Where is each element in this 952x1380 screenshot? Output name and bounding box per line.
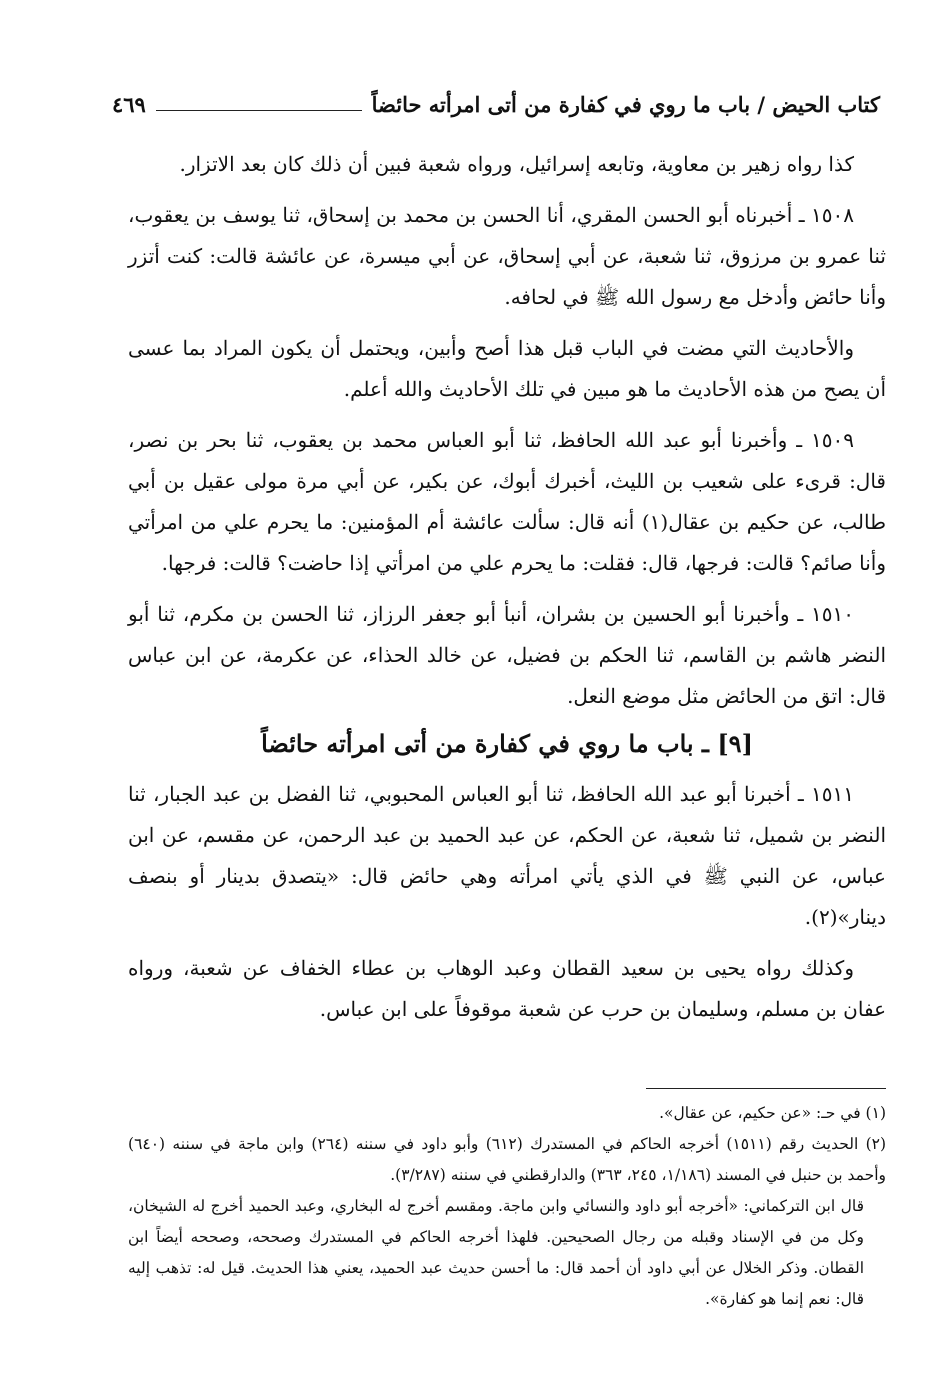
running-title: كتاب الحيض / باب ما روي في كفارة من أتى امرأته حائضاً bbox=[371, 92, 880, 117]
running-header bbox=[112, 92, 880, 117]
section-heading: [٩] ـ باب ما روي في كفارة من أتى امرأته حائضاً bbox=[261, 729, 753, 758]
main-text bbox=[128, 144, 886, 1040]
hadith-1509: ١٥٠٩ ـ وأخبرنا أبو عبد الله الحافظ، ثنا أبو العباس محمد بن يعقوب، ثنا بحر بن نصر، قال: قرىء على شعيب بن الليث، أخبرك أبوك، عن بكير، عن أبي مرة مولى عقيل بن أبي طالب، عن حكيم بن عقال(١) أنه قال: سألت عائشة أم المؤمنين: ما يحرم علي من امرأتي وأنا صائم؟ قالت: فرجها، قال: فقلت: ما يحرم علي من امرأتي إذا حاضت؟ قالت: فرجها. bbox=[128, 428, 887, 575]
page-number: ٤٦٩ bbox=[112, 92, 146, 117]
paragraph: وكذلك رواه يحيى بن سعيد القطان وعبد الوهاب بن عطاء الخفاف عن شعبة، ورواه عفان بن مسلم، وسليمان بن حرب عن شعبة موقوفاً على ابن عباس. bbox=[128, 956, 886, 1021]
footnote-2: (٢) الحديث رقم (١٥١١) أخرجه الحاكم في المستدرك (٦١٢) وأبو داود في سننه (٢٦٤) وابن ماجة في سننه (٦٤٠) وأحمد بن حنبل في المسند (١/١٨٦، ٢٤٥، ٣٦٣) والدارقطني في سننه (٣/٢٨٧). bbox=[128, 1135, 887, 1184]
hadith-1511: ١٥١١ ـ أخبرنا أبو عبد الله الحافظ، ثنا أبو العباس المحبوبي، ثنا الفضل بن عبد الجبار، ثنا النضر بن شميل، ثنا شعبة، عن الحكم، عن عبد الحميد بن عبد الرحمن، عن مقسم، عن ابن عباس، عن النبي ﷺ في الذي يأتي امرأته وهي حائض قال: «يتصدق بدينار أو بنصف دينار»(٢). bbox=[128, 782, 886, 929]
paragraph: كذا رواه زهير بن معاوية، وتابعه إسرائيل، ورواه شعبة فبين أن ذلك كان بعد الاتزار. bbox=[179, 152, 854, 176]
hadith-1508: ١٥٠٨ ـ أخبرناه أبو الحسن المقري، أنا الحسن بن محمد بن إسحاق، ثنا يوسف بن يعقوب، ثنا عمرو بن مرزوق، ثنا شعبة، عن أبي إسحاق، عن أبي ميسرة، عن عائشة قالت: كنت أتزر وأنا حائض وأدخل مع رسول الله ﷺ في لحافه. bbox=[128, 203, 886, 309]
footnotes bbox=[128, 1098, 886, 1315]
footnote-separator bbox=[646, 1088, 886, 1089]
footnote-2-continuation: قال ابن التركماني: «أخرجه أبو داود والنسائي وابن ماجة. ومقسم أخرج له البخاري، وعبد الحميد أخرج له الشيخان، وكل من في الإسناد وقبله من رجال الصحيحين. فلهذا أخرجه الحاكم في المستدرك وصححه، وصححه أيضاً ابن القطان. وذكر الخلال عن أبي داود أن أحمد قال: ما أحسن حديث عبد الحميد، يعني هذا الحديث. قيل له: تذهب إليه قال: نعم إنما هو كفارة». bbox=[128, 1197, 864, 1308]
header-rule bbox=[156, 110, 362, 111]
hadith-1510: ١٥١٠ ـ وأخبرنا أبو الحسين بن بشران، أنبأ أبو جعفر الرزاز، ثنا الحسن بن مكرم، ثنا أبو النضر هاشم بن القاسم، ثنا الحكم بن فضيل، عن خالد الحذاء، عن عكرمة، عن ابن عباس قال: اتق من الحائض مثل موضع النعل. bbox=[128, 602, 886, 708]
paragraph: والأحاديث التي مضت في الباب قبل هذا أصح وأبين، ويحتمل أن يكون المراد بما عسى أن يصح من هذه الأحاديث ما هو مبين في تلك الأحاديث والله أعلم. bbox=[128, 336, 886, 401]
footnote-1: (١) في حـ: «عن حكيم، عن عقال». bbox=[659, 1104, 886, 1122]
